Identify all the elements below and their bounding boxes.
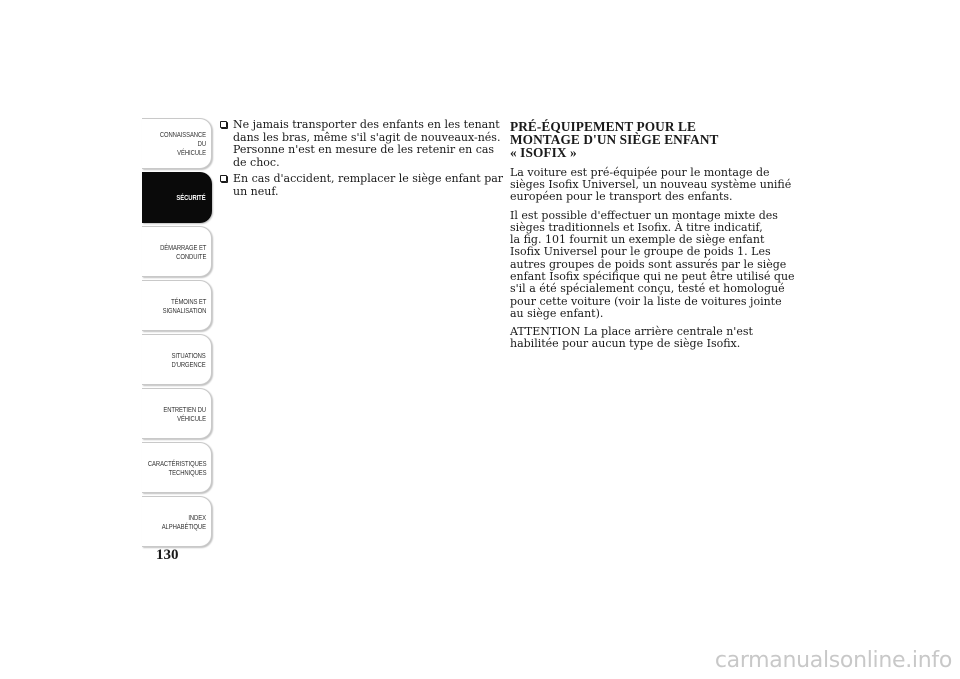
bullet-line: de choc. <box>233 155 280 169</box>
attention-note <box>510 326 785 351</box>
tab-label: SÉCURITÉ <box>176 193 206 202</box>
chapter-tabs <box>142 118 212 550</box>
paragraph-line: La voiture est pré-équipée pour le montage de <box>510 165 770 179</box>
bullet-line: En cas d'accident, remplacer le siège enfant par <box>233 172 504 186</box>
paragraph-line: Isofix Universel pour le groupe de poids 1. Les <box>510 245 771 259</box>
tab-connaissance-du-vehicule[interactable] <box>142 118 212 169</box>
tab-temoins-et-signalisation[interactable] <box>142 280 212 331</box>
warning-bullets <box>219 118 504 203</box>
checkbox-bullet-icon <box>220 175 227 182</box>
tab-situations-d-urgence[interactable] <box>142 334 212 385</box>
title-line: PRÉ-ÉQUIPEMENT POUR LE <box>510 119 696 134</box>
title-line: MONTAGE D'UN SIÈGE ENFANT <box>510 132 719 148</box>
tab-securite[interactable] <box>142 172 212 223</box>
paragraph-line: habilitée pour aucun type de siège Isofix. <box>510 337 741 351</box>
paragraph-line: enfant Isofix spécifique qui ne peut être utilisé que <box>510 269 795 283</box>
paragraph-line: Il est possible d'effectuer un montage mixte des <box>510 208 778 222</box>
section-title <box>510 120 785 160</box>
tab-index-alphabetique[interactable] <box>142 496 212 547</box>
tab-label: DÉMARRAGE ET CONDUITE <box>159 242 206 261</box>
tab-demarrage-et-conduite[interactable] <box>142 226 212 277</box>
tab-caracteristiques-techniques[interactable] <box>142 442 212 493</box>
tab-entretien-du-vehicule[interactable] <box>142 388 212 439</box>
tab-label: TÉMOINS ET SIGNALISATION <box>162 296 206 315</box>
paragraph <box>510 165 792 204</box>
paragraph-line: s'il a été spécialement conçu, testé et homologué <box>510 282 785 296</box>
tab-label: SITUATIONS D'URGENCE <box>171 350 206 369</box>
paragraph-line: sièges Isofix Universel, un nouveau système unifié <box>510 177 792 191</box>
paragraph-line: ATTENTION La place arrière centrale n'est <box>510 325 753 339</box>
paragraph-line: la fig. 101 fournit un exemple de siège enfant <box>510 233 765 247</box>
bullet-item <box>219 118 501 169</box>
paragraph-line: sièges traditionnels et Isofix. À titre indicatif, <box>510 220 763 234</box>
paragraph-line: autres groupes de poids sont assurés par le siège <box>510 257 787 271</box>
page-number: 130 <box>156 547 179 563</box>
isofix-section <box>510 119 795 357</box>
bullet-line: Ne jamais transporter des enfants en les tenant <box>233 118 500 131</box>
watermark-text: carmanualsonline.info <box>714 648 952 673</box>
tab-label: ENTRETIEN DU VÉHICULE <box>163 404 206 423</box>
tab-label: CARACTÉRISTIQUES TECHNIQUES <box>147 458 206 477</box>
tab-label: CONNAISSANCE DU VÉHICULE <box>159 130 206 157</box>
paragraph-line: au siège enfant). <box>510 306 604 320</box>
bullet-line: dans les bras, même s'il s'agit de nouveaux-nés. <box>233 130 501 144</box>
checkbox-bullet-icon <box>220 121 227 128</box>
paragraph-line: européen pour le transport des enfants. <box>510 190 733 204</box>
title-line: « ISOFIX » <box>510 145 577 161</box>
bullet-line: Personne n'est en mesure de les retenir en cas <box>233 143 495 157</box>
paragraph <box>510 208 795 321</box>
paragraph-line: pour cette voiture (voir la liste de voitures jointe <box>510 294 782 308</box>
bullet-item <box>219 172 504 198</box>
tab-label: INDEX ALPHABÉTIQUE <box>161 512 206 531</box>
bullet-line: un neuf. <box>233 184 279 198</box>
